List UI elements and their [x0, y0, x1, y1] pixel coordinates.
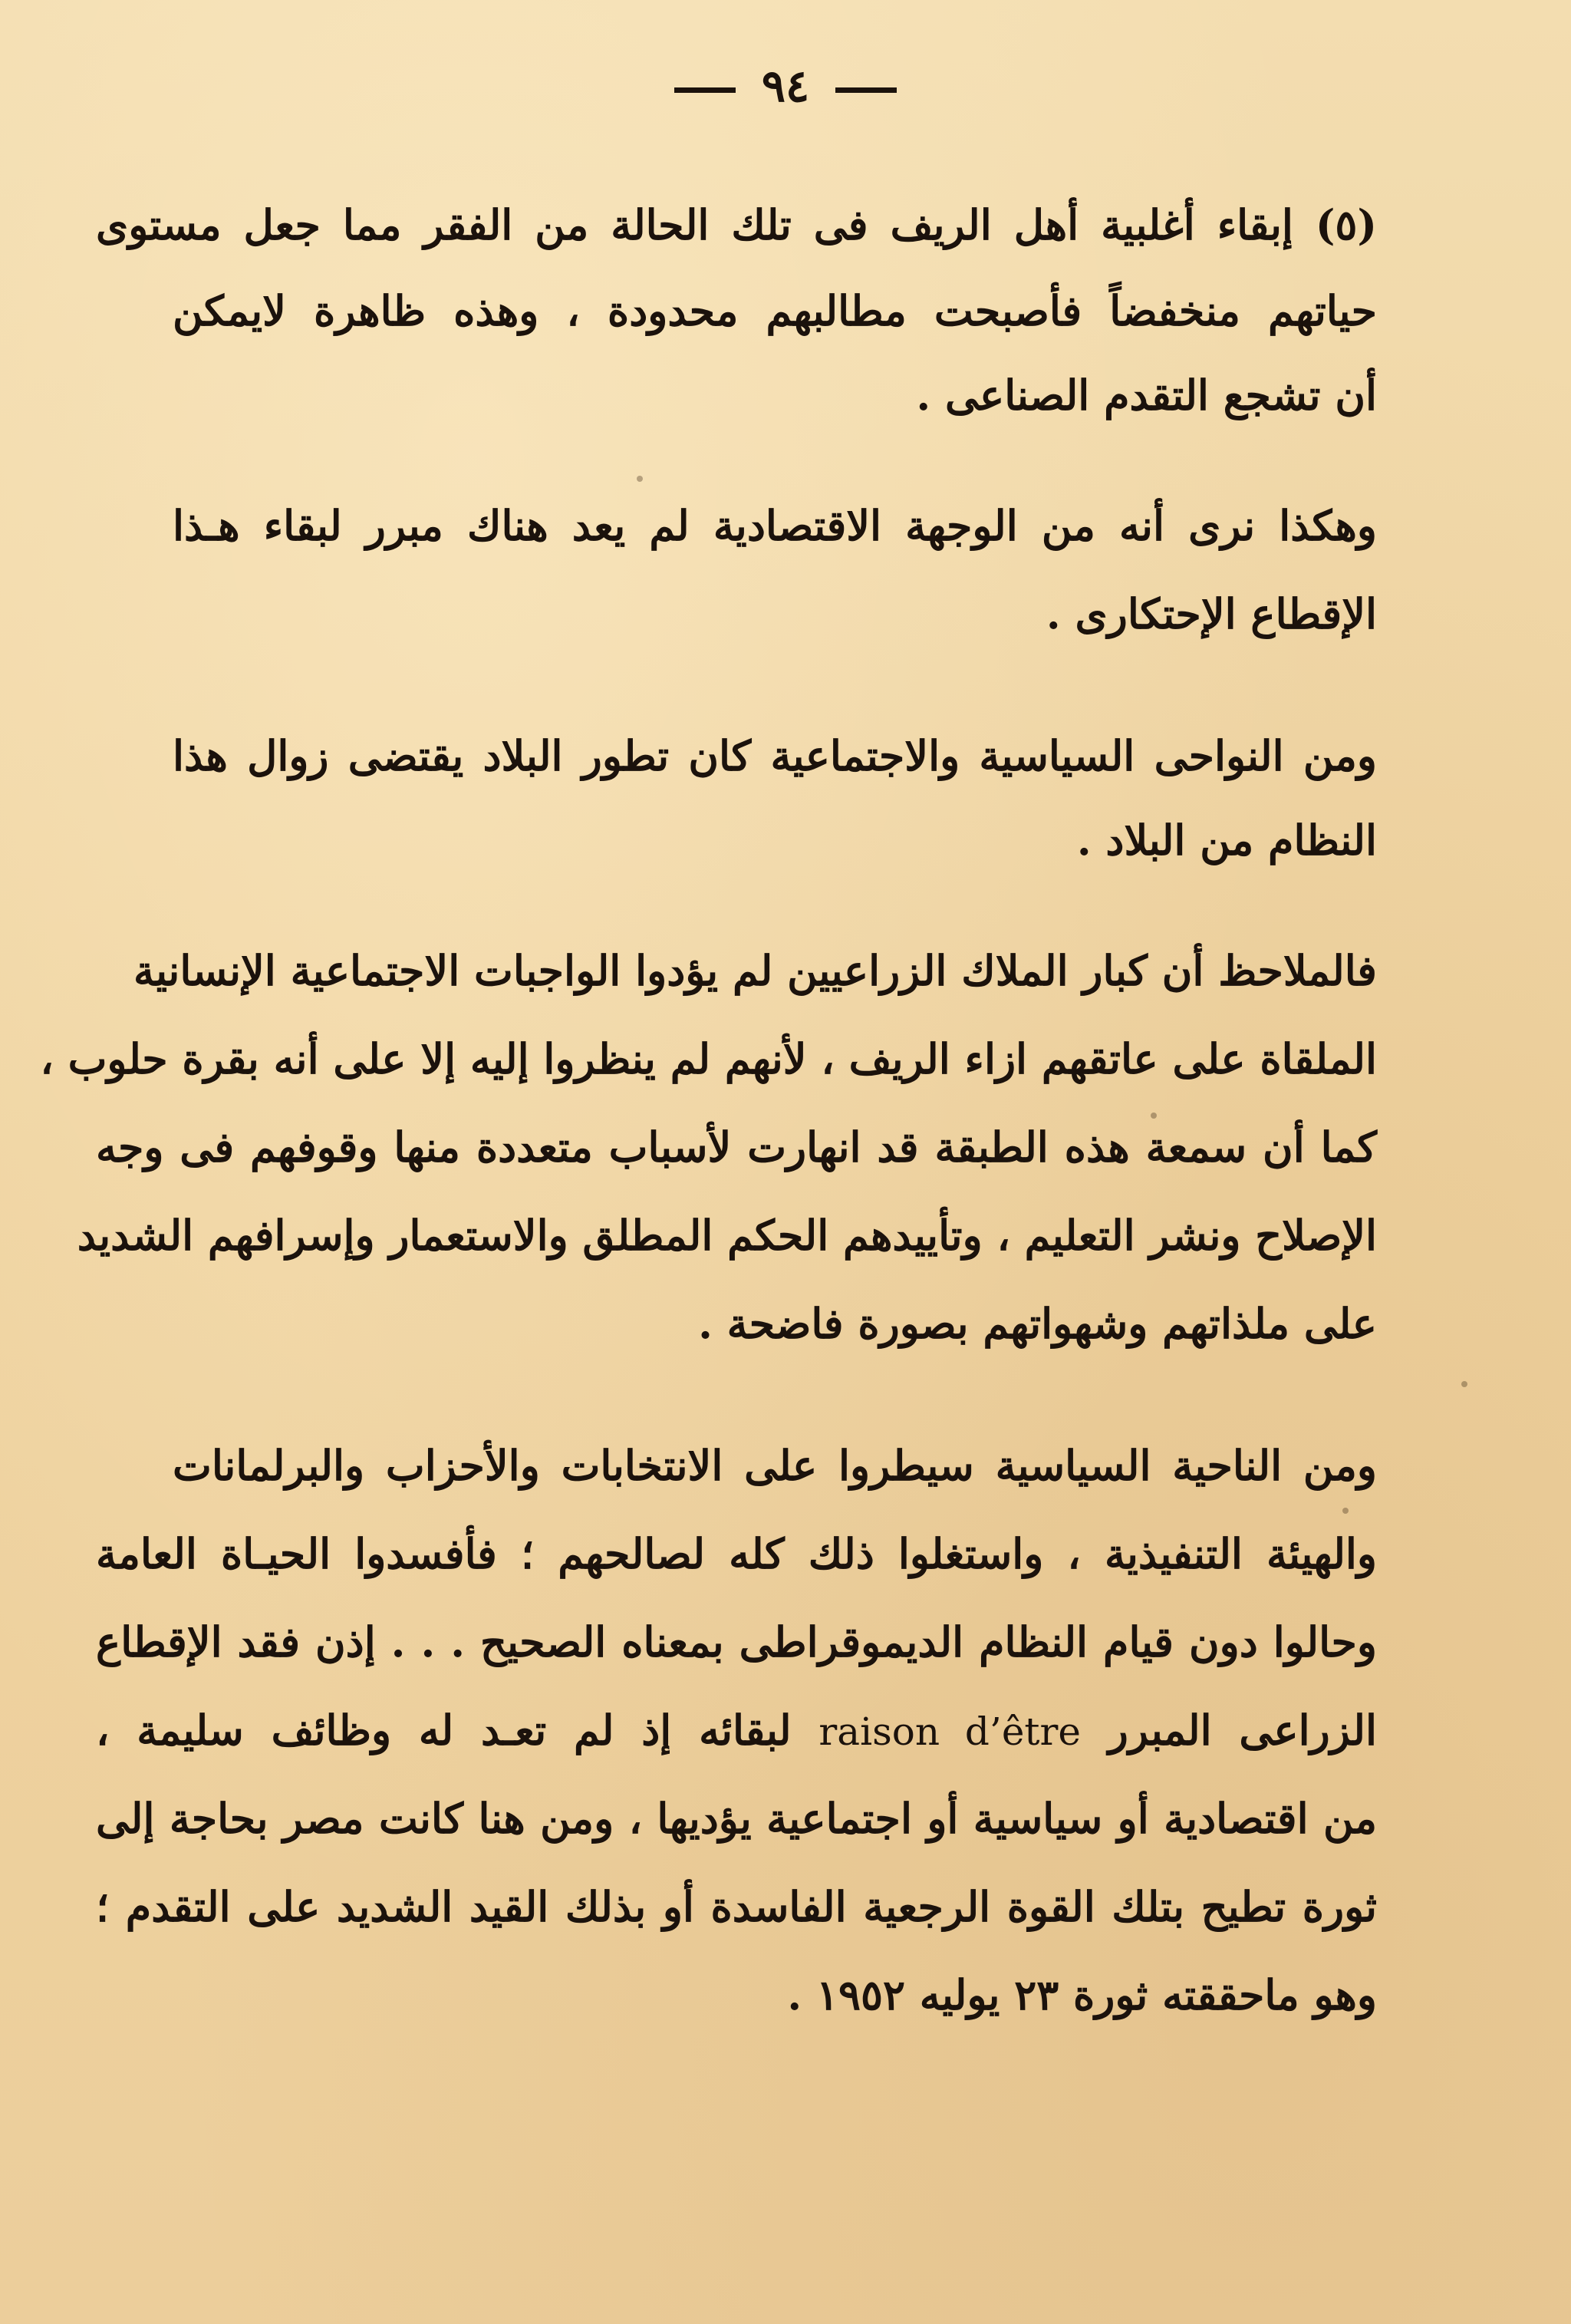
paper-speck [637, 476, 643, 482]
paragraph-5-line-4 [96, 1692, 1377, 1769]
paragraph-5-line-5: من اقتصادية أو سياسية أو اجتماعية يؤديها ، ومن هنا كانت مصر بحاجة إلى [96, 1794, 1377, 1843]
paragraph-2-line-2: الإقطاع الإحتكارى . [1046, 589, 1377, 638]
paragraph-2-line-1: وهكذا نرى أنه من الوجهة الاقتصادية لم يعد هناك مبرر لبقاء هـذا [173, 501, 1377, 550]
paragraph-5-line-6: ثورة تطيح بتلك القوة الرجعية الفاسدة أو بذلك القيد الشديد على التقدم ؛ [96, 1882, 1377, 1931]
page-number [0, 60, 1571, 112]
paragraph-1-line-2: حياتهم منخفضاً فأصبحت مطالبهم محدودة ، وهذه ظاهرة لايمكن [173, 286, 1377, 335]
paper-speck [1461, 1381, 1467, 1387]
paragraph-5-line-2: والهيئة التنفيذية ، واستغلوا ذلك كله لصالحهم ؛ فأفسدوا الحيـاة العامة [96, 1529, 1377, 1578]
paragraph-4-line-5: على ملذاتهم وشهواتهم بصورة فاضحة . [698, 1299, 1377, 1348]
paragraph-5-line-4-part-1: الزراعى المبرر [1108, 1706, 1377, 1755]
dash-left [835, 87, 897, 93]
paragraph-5-line-7: وهو ماحققته ثورة ٢٣ يوليه ١٩٥٢ . [787, 1970, 1377, 2019]
paragraph-4-line-2: الملقاة على عاتقهم ازاء الريف ، لأنهم لم ينظروا إليه إلا على أنه بقرة حلوب ، [40, 1034, 1377, 1083]
paragraph-5-line-3: وحالوا دون قيام النظام الديموقراطى بمعناه الصحيح . . . إذن فقد الإقطاع [96, 1617, 1377, 1666]
paragraph-4-line-4: الإصلاح ونشر التعليم ، وتأييدهم الحكم المطلق والاستعمار وإسرافهم الشديد [77, 1211, 1377, 1260]
paper-speck [1151, 1113, 1157, 1119]
paragraph-3-line-1: ومن النواحى السياسية والاجتماعية كان تطور البلاد يقتضى زوال هذا [173, 731, 1377, 780]
dash-right [674, 87, 736, 93]
paragraph-1-line-1: (٥) إبقاء أغلبية أهل الريف فى تلك الحالة من الفقر مما جعل مستوى [96, 200, 1377, 249]
page-number-text: ٩٤ [761, 60, 810, 112]
paragraph-4-line-1: فالملاحظ أن كبار الملاك الزراعيين لم يؤدوا الواجبات الاجتماعية الإنسانية [133, 946, 1377, 995]
paragraph-1-line-3: أن تشجع التقدم الصناعى . [916, 371, 1377, 420]
paragraph-5-line-1: ومن الناحية السياسية سيطروا على الانتخابات والأحزاب والبرلمانات [173, 1441, 1377, 1490]
paragraph-5-line-4-part-2: لبقائه إذ لم تعـد له وظائف سليمة ، [96, 1706, 792, 1755]
paper-speck [1342, 1508, 1349, 1514]
foreign-term: raison d’être [818, 1709, 1081, 1754]
paragraph-3-line-2: النظام من البلاد . [1076, 816, 1377, 865]
paragraph-4-line-3: كما أن سمعة هذه الطبقة قد انهارت لأسباب متعددة منها وقوفهم فى وجه [96, 1122, 1377, 1172]
